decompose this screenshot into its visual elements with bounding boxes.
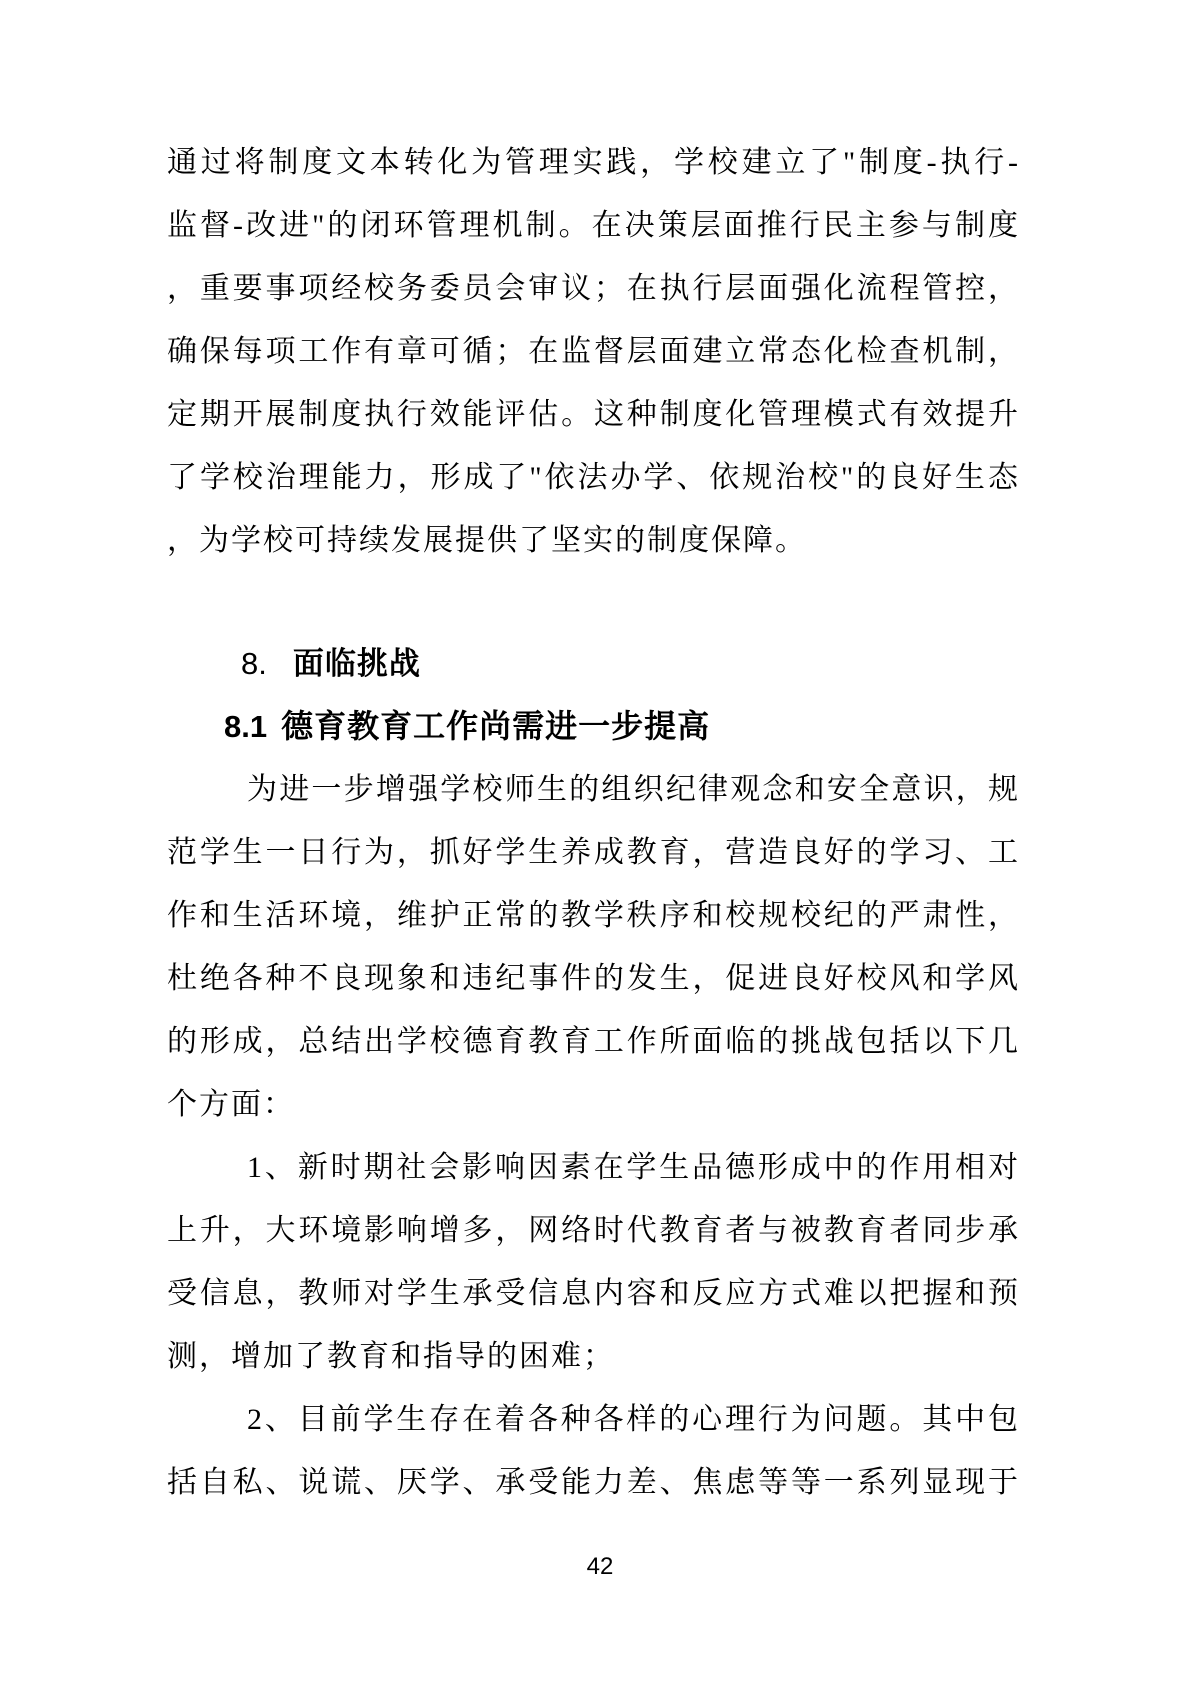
text-line: 监督-改进"的闭环管理机制。在决策层面推行民主参与制度 xyxy=(167,209,1020,242)
section-title: 面临挑战 xyxy=(292,646,421,681)
text-line: 确保每项工作有章可循；在监督层面建立常态化检查机制， xyxy=(167,335,1020,368)
paragraph xyxy=(167,131,1020,572)
text-line: 的形成，总结出学校德育教育工作所面临的挑战包括以下几 xyxy=(167,1025,1020,1058)
section-number: 8. xyxy=(241,646,267,681)
text-line: 1、新时期社会影响因素在学生品德形成中的作用相对 xyxy=(247,1151,1020,1184)
subsection-heading xyxy=(224,695,1020,758)
text-line: 了学校治理能力，形成了"依法办学、依规治校"的良好生态 xyxy=(167,461,1020,494)
text-line: 上升，大环境影响增多，网络时代教育者与被教育者同步承 xyxy=(167,1214,1020,1247)
text-line: 受信息，教师对学生承受信息内容和反应方式难以把握和预 xyxy=(167,1277,1020,1310)
text-line: 为进一步增强学校师生的组织纪律观念和安全意识，规 xyxy=(247,773,1020,806)
text-line: 定期开展制度执行效能评估。这种制度化管理模式有效提升 xyxy=(167,398,1020,431)
text-line: ，为学校可持续发展提供了坚实的制度保障。 xyxy=(167,524,807,557)
subsection-title: 德育教育工作尚需进一步提高 xyxy=(281,708,711,744)
text-line: 范学生一日行为，抓好学生养成教育，营造良好的学习、工 xyxy=(167,836,1020,869)
section-heading xyxy=(241,632,1020,695)
paragraph xyxy=(167,1136,1020,1388)
text-line: 个方面： xyxy=(167,1088,295,1121)
text-line: 括自私、说谎、厌学、承受能力差、焦虑等等一系列显现于 xyxy=(167,1466,1020,1499)
text-line: ，重要事项经校务委员会审议；在执行层面强化流程管控， xyxy=(167,272,1020,305)
page-content xyxy=(167,131,1020,1514)
text-line: 杜绝各种不良现象和违纪事件的发生，促进良好校风和学风 xyxy=(167,962,1020,995)
text-line: 2、目前学生存在着各种各样的心理行为问题。其中包 xyxy=(247,1403,1020,1436)
text-line: 通过将制度文本转化为管理实践，学校建立了"制度-执行- xyxy=(167,146,1020,179)
text-line: 测，增加了教育和指导的困难； xyxy=(167,1340,615,1373)
page-number: 42 xyxy=(586,1553,614,1580)
paragraph xyxy=(167,758,1020,1136)
text-line: 作和生活环境，维护正常的教学秩序和校规校纪的严肃性， xyxy=(167,899,1020,932)
subsection-number: 8.1 xyxy=(224,709,268,744)
paragraph xyxy=(167,1388,1020,1514)
